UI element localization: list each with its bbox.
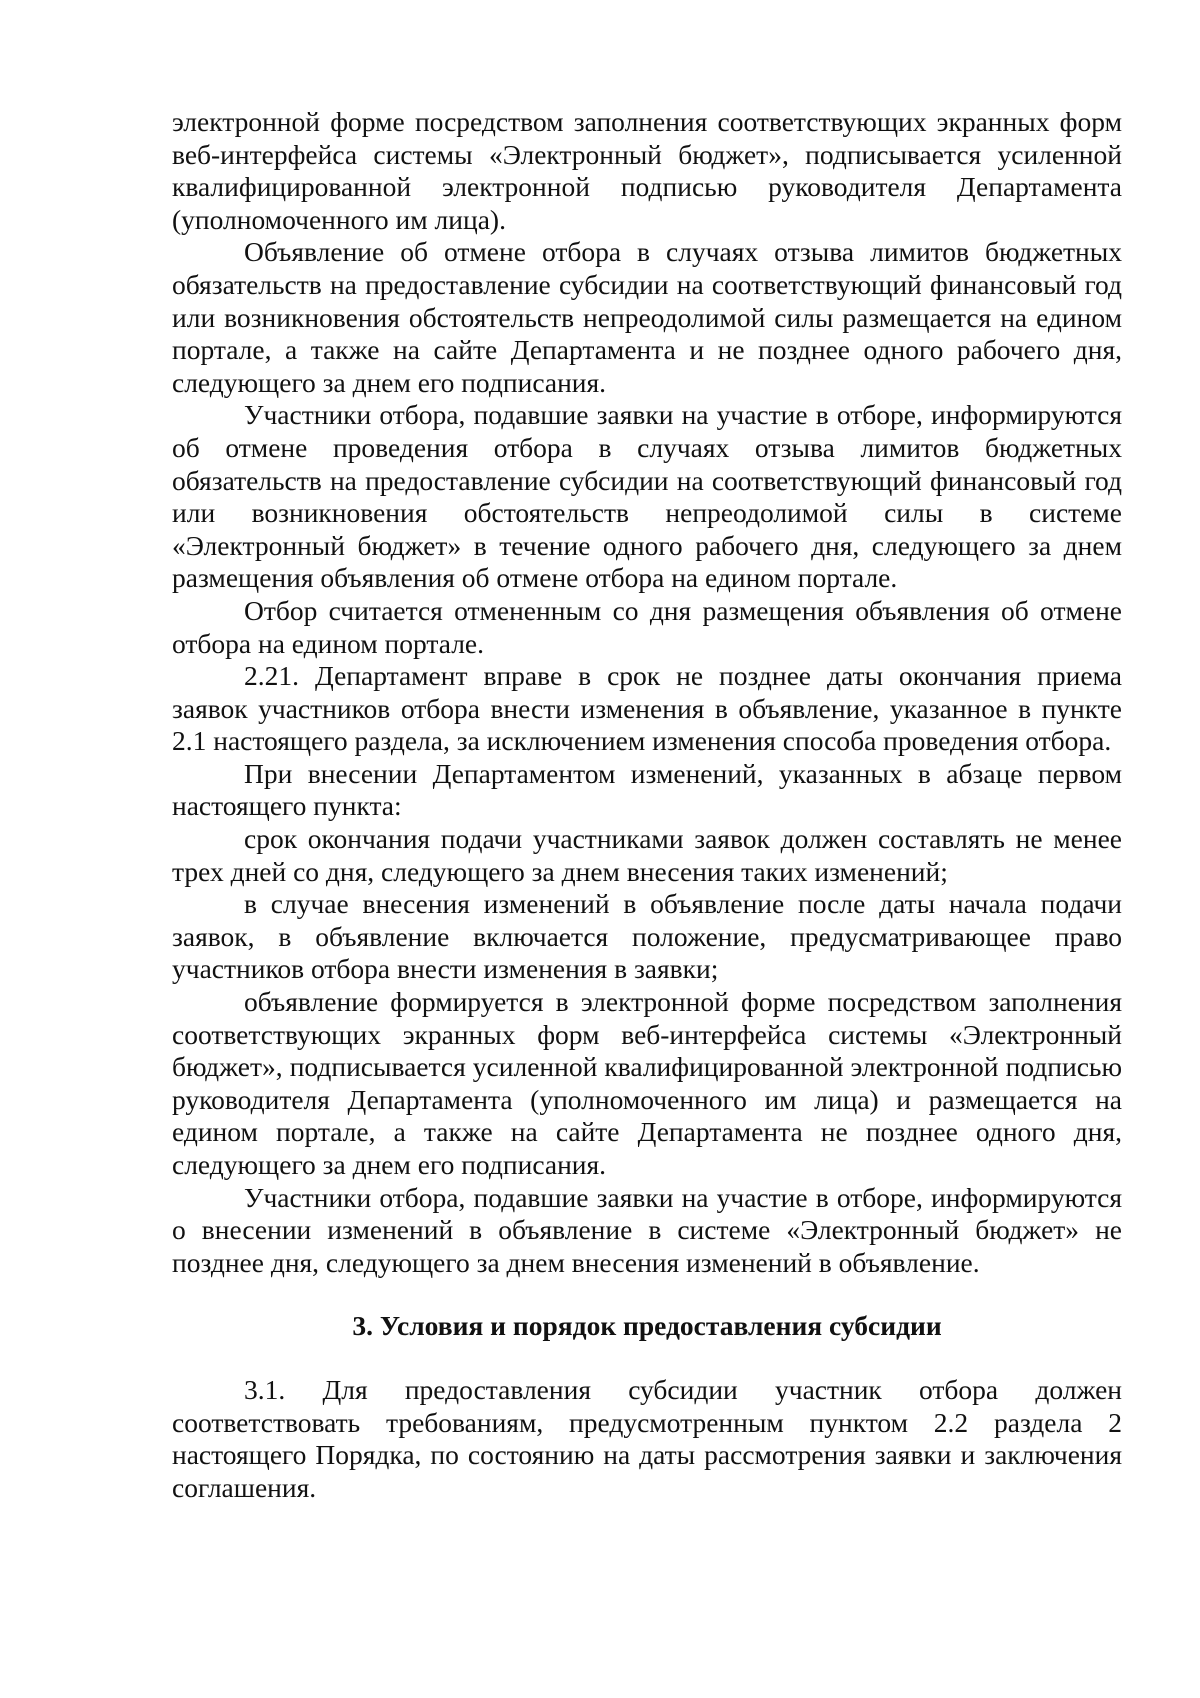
paragraph-deadline-extension: срок окончания подачи участниками заявок должен составлять не менее трех дней со дня, следующего за днем внесения таких изменений; xyxy=(172,823,1122,887)
paragraph-when-changes-made: При внесении Департаментом изменений, указанных в абзаце первом настоящего пункта: xyxy=(172,757,1122,822)
section-heading: 3. Условия и порядок предоставления субсидии xyxy=(352,1310,942,1342)
paragraph-clause-2-21: 2.21. Департамент вправе в срок не позднее даты окончания приема заявок участников отбора внести изменения в объявление, указанное в пункте 2.1 настоящего раздела, за исключением изменения способа проведения отбора. xyxy=(172,660,1122,757)
paragraph-continuation: электронной форме посредством заполнения соответствующих экранных форм веб-интерфейса системы «Электронный бюджет», подписывается усиленной квалифицированной электронной подписью руководителя Департамента (уполномоченного им лица). xyxy=(172,106,1122,235)
paragraph-selection-cancelled: Отбор считается отмененным со дня размещения объявления об отмене отбора на едином портале. xyxy=(172,594,1122,659)
document-page xyxy=(172,106,1122,1504)
paragraph-clause-3-1: 3.1. Для предоставления субсидии участник отбора должен соответствовать требованиям, предусмотренным пунктом 2.2 раздела 2 настоящего Порядка, по состоянию на даты рассмотрения заявки и заключения соглашения. xyxy=(172,1373,1122,1503)
paragraph-cancellation-announcement: Объявление об отмене отбора в случаях отзыва лимитов бюджетных обязательств на предоставление субсидии на соответствующий финансовый год или возникновения обстоятельств непреодолимой силы размещается на едином портале, а также на сайте Департамента и не позднее одного рабочего дня, следующего за днем его подписания. xyxy=(172,236,1122,398)
paragraph-right-to-amend: в случае внесения изменений в объявление после даты начала подачи заявок, в объявление включается положение, предусматривающее право участников отбора внести изменения в заявки; xyxy=(172,888,1122,985)
paragraph-participants-informed-cancellation: Участники отбора, подавшие заявки на участие в отборе, информируются об отмене проведения отбора в случаях отзыва лимитов бюджетных обязательств на предоставление субсидии на соответствующий финансовый год или возникновения обстоятельств непреодолимой силы в системе «Электронный бюджет» в течение одного рабочего дня, следующего за днем размещения объявления об отмене отбора на едином портале. xyxy=(172,399,1122,594)
paragraph-announcement-formed: объявление формируется в электронной форме посредством заполнения соответствующих экранных форм веб-интерфейса системы «Электронный бюджет», подписывается усиленной квалифицированной электронной подписью руководителя Департамента (уполномоченного им лица) и размещается на едином портале, а также на сайте Департамента не позднее одного дня, следующего за днем его подписания. xyxy=(172,986,1122,1180)
paragraph-participants-informed-changes: Участники отбора, подавшие заявки на участие в отборе, информируются о внесении изменений в объявление в системе «Электронный бюджет» не позднее дня, следующего за днем внесения изменений в объявление. xyxy=(172,1181,1122,1278)
